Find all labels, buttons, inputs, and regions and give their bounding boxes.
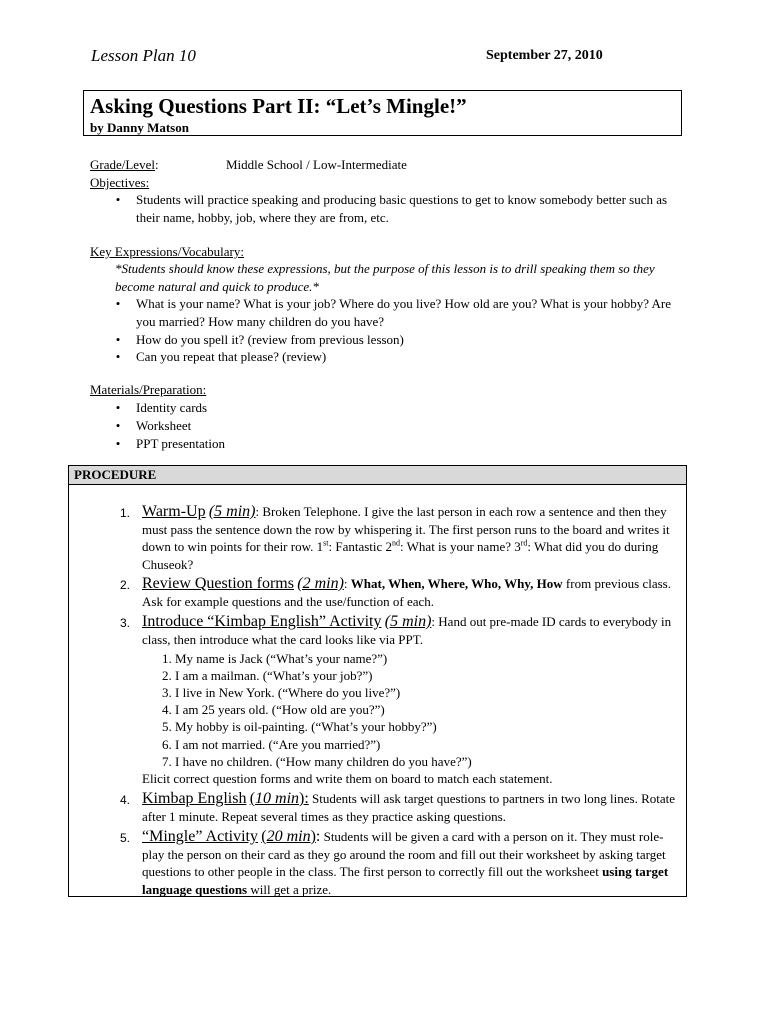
step-title: Warm-Up [142,503,206,520]
step-number: 4. [119,793,130,807]
key-expression-item: What is your name? What is your job? Where do you live? How old are you? What is your hobby? Are you married? How many children do you have? [136,296,672,329]
key-expressions-note: *Students should know these expressions, but the purpose of this lesson is to drill speaking them so they become natural and quick to produce.* [115,261,655,294]
key-expression-item: How do you spell it? (review from previous lesson) [136,332,404,347]
step-introduce: Introduce “Kimbap English” Activity (5 min): Hand out pre-made ID cards to everybody in class, then introduce what the card looks like via PPT. [142,613,672,647]
material-item: Worksheet [136,418,192,433]
bullet: • [115,296,121,311]
objective-item: Students will practice speaking and producing basic questions to get to know somebody better such as their name, hobby, job, where they are from, etc. [136,192,668,225]
sub-list-item: 4. I am 25 years old. (“How old are you?”) [162,702,385,717]
page-title: Asking Questions Part II: “Let’s Mingle!” [90,94,467,118]
step-title: Kimbap English [142,790,247,807]
step-review: Review Question forms (2 min): What, When, Where, Who, Why, How from previous class. Ask for example questions and the use/function of each. [142,575,671,609]
procedure-heading: PROCEDURE [74,467,157,482]
sub-list-item: 5. My hobby is oil-painting. (“What’s your hobby?”) [162,719,437,734]
grade-label-row: Grade/Level: [90,157,159,172]
key-expressions-label: Key Expressions/Vocabulary: [90,244,244,259]
procedure-header-bar [69,466,686,485]
step-number: 3. [119,616,130,630]
lesson-plan-label: Lesson Plan 10 [91,46,196,65]
step-time: (5 min) [208,503,256,520]
bullet: • [115,192,121,207]
step-mingle: “Mingle” Activity (20 min): Students will be given a card with a person on it. They must role-play the person on their card as they go around the room and fill out their worksheet by asking target questions to other people in the class. The first person to correctly fill out the worksheet using target language questions will get a prize. [142,828,669,897]
step-number: 2. [119,578,130,592]
step-time: (5 min) [384,613,432,630]
bullet: • [115,349,121,364]
sub-list-item: 2. I am a mailman. (“What’s your job?”) [162,668,373,683]
step-warm-up: Warm-Up (5 min): Broken Telephone. I give the last person in each row a sentence and then they must pass the sentence down the row by whispering it. The first person runs to the board and writes it down to win points for their row. 1st: Fantastic 2nd: What is your name? 3rd: What did you do during Chuseok? [142,503,670,572]
lesson-date: September 27, 2010 [486,48,603,63]
step-kimbap: Kimbap English (10 min): Students will ask target questions to partners in two long lines. Rotate after 1 minute. Repeat several times as they practice asking questions. [142,790,676,824]
sub-list-item: 6. I am not married. (“Are you married?”) [162,737,381,752]
step-number: 5. [119,831,130,845]
bullet: • [115,418,121,433]
step-title: “Mingle” Activity [142,828,258,845]
sub-list-item: 1. My name is Jack (“What’s your name?”) [162,651,388,666]
step-title: Review Question forms [142,575,294,592]
step-number: 1. [119,506,130,520]
bullet: • [115,400,121,415]
step-time: (2 min) [297,575,344,592]
step-title: Introduce “Kimbap English” Activity [142,613,382,630]
grade-label: Grade/Level [90,157,155,172]
sub-list-item: 3. I live in New York. (“Where do you live?”) [162,685,401,700]
bullet: • [115,436,121,451]
bullet: • [115,332,121,347]
material-item: PPT presentation [136,436,225,451]
step-after-text: Elicit correct question forms and write them on board to match each statement. [142,771,553,786]
objectives-label: Objectives: [90,175,150,190]
step-time: 20 min [266,828,311,845]
material-item: Identity cards [136,400,208,415]
materials-label: Materials/Preparation: [90,382,207,397]
author-line: by Danny Matson [90,120,189,135]
step-time: 10 min [255,790,300,807]
sub-list-item: 7. I have no children. (“How many children do you have?”) [162,754,472,769]
grade-value: Middle School / Low-Intermediate [226,157,407,172]
key-expression-item: Can you repeat that please? (review) [136,349,327,364]
